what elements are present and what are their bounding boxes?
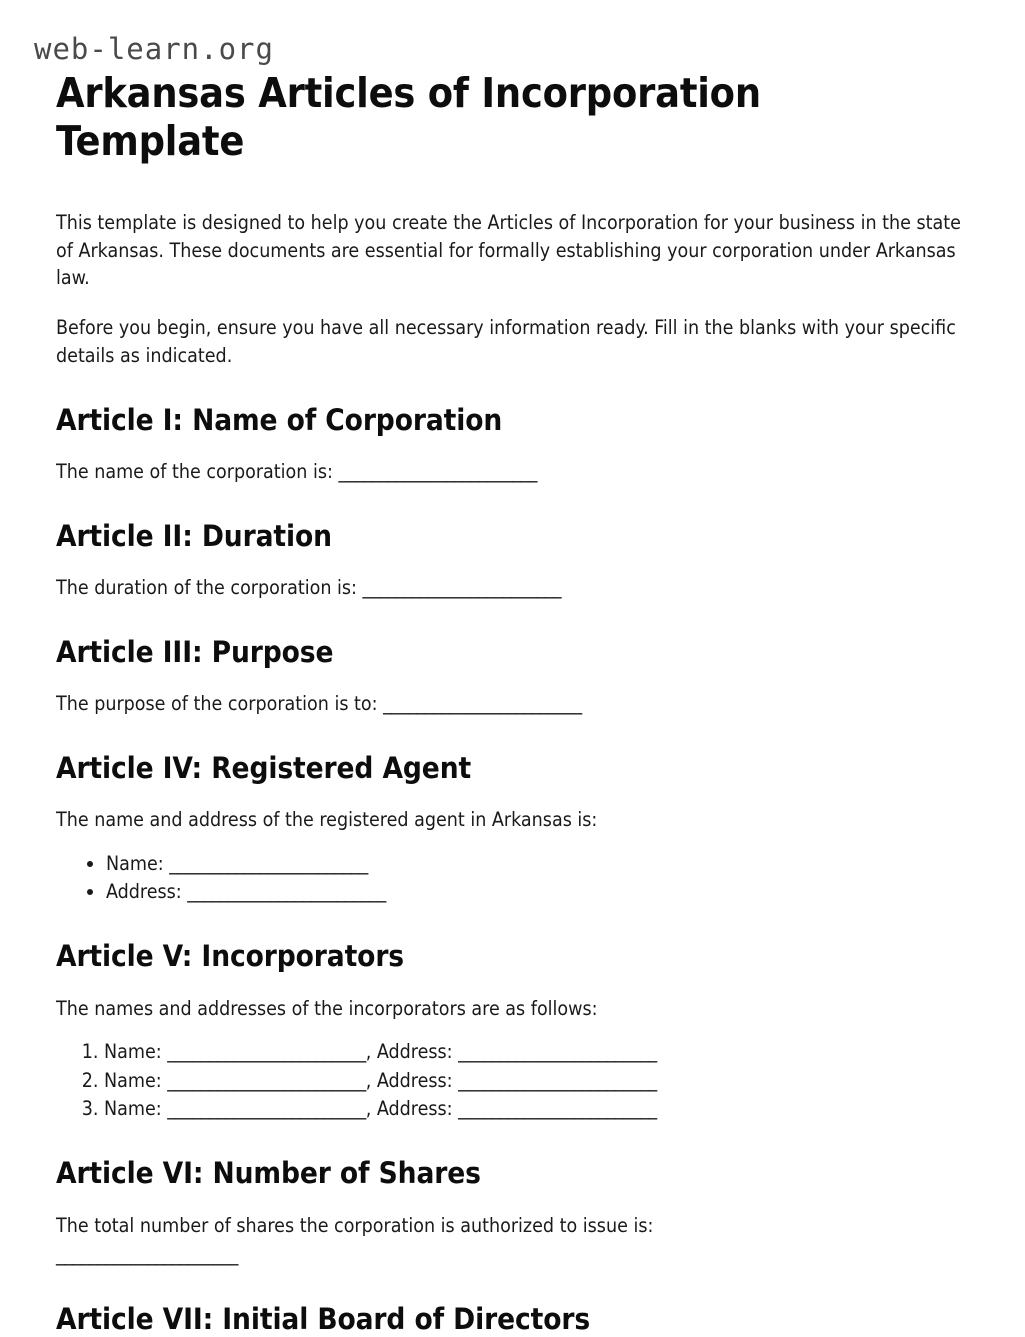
page-title: Arkansas Articles of Incorporation Template: [56, 69, 761, 165]
article-section-ii: [56, 519, 976, 602]
article-vi-blank[interactable]: ______________________: [56, 1243, 238, 1267]
incorporator-address-label: , Address:: [365, 1040, 453, 1064]
intro-paragraph-2: Before you begin, ensure you have all necessary information ready. Fill in the blanks with your specific details as indicated.: [56, 316, 956, 367]
article-heading-iv: Article IV: Registered Agent: [56, 750, 472, 785]
agent-name-blank[interactable]: ________________________: [169, 851, 368, 875]
list-item: [104, 1067, 976, 1095]
intro-block: [56, 209, 976, 369]
incorporator-name-label: Name:: [104, 1096, 162, 1120]
article-section-vii: [56, 1302, 976, 1337]
article-section-v: [56, 939, 976, 1123]
article-v-lead: The names and addresses of the incorporators are as follows:: [56, 996, 598, 1020]
list-item: [106, 878, 976, 906]
article-iii-line: [56, 690, 976, 718]
incorporator-name-blank[interactable]: ________________________: [167, 1096, 366, 1120]
article-section-iv: [56, 751, 976, 907]
article-section-vi: [56, 1156, 976, 1269]
article-iii-label: The purpose of the corporation is to:: [56, 692, 378, 716]
incorporator-address-blank[interactable]: ________________________: [458, 1068, 657, 1092]
article-heading-ii: Article II: Duration: [56, 518, 332, 553]
intro-paragraph-1: This template is designed to help you create the Articles of Incorporation for your business in the state of Arkansas. These documents are essential for formally establishing your corporation under Arkansas law.: [56, 211, 961, 290]
article-heading-v: Article V: Incorporators: [56, 939, 405, 974]
incorporator-name-label: Name:: [104, 1040, 162, 1064]
site-logo: web-learn.org: [34, 32, 274, 66]
incorporator-address-label: , Address:: [365, 1096, 453, 1120]
list-item: [104, 1038, 976, 1066]
agent-address-blank[interactable]: ________________________: [187, 880, 386, 904]
article-heading-i: Article I: Name of Corporation: [56, 402, 503, 437]
article-i-blank[interactable]: ________________________: [338, 459, 537, 483]
article-section-i: [56, 403, 976, 486]
incorporator-name-label: Name:: [104, 1068, 162, 1092]
article-heading-iii: Article III: Purpose: [56, 634, 334, 669]
article-ii-line: [56, 574, 976, 602]
document-content: [56, 70, 976, 1337]
article-iv-lead: The name and address of the registered agent in Arkansas is:: [56, 808, 598, 832]
incorporator-address-blank[interactable]: ________________________: [458, 1096, 657, 1120]
article-section-iii: [56, 635, 976, 718]
incorporator-name-blank[interactable]: ________________________: [167, 1068, 366, 1092]
list-item: [104, 1095, 976, 1123]
incorporator-address-blank[interactable]: ________________________: [458, 1040, 657, 1064]
incorporator-address-label: , Address:: [365, 1068, 453, 1092]
incorporator-list: [56, 1038, 976, 1123]
article-ii-label: The duration of the corporation is:: [56, 576, 357, 599]
article-ii-blank[interactable]: ________________________: [362, 576, 561, 599]
article-heading-vii: Article VII: Initial Board of Directors: [56, 1302, 591, 1337]
article-i-label: The name of the corporation is:: [56, 459, 333, 483]
list-item: [106, 850, 976, 878]
article-i-line: [56, 458, 976, 486]
article-heading-vi: Article VI: Number of Shares: [56, 1156, 481, 1191]
article-iii-blank[interactable]: ________________________: [383, 692, 582, 716]
agent-name-label: Name:: [106, 851, 164, 875]
article-vi-label: The total number of shares the corporation is authorized to issue is:: [56, 1213, 654, 1237]
incorporator-name-blank[interactable]: ________________________: [167, 1040, 366, 1064]
agent-address-label: Address:: [106, 880, 182, 904]
registered-agent-list: [56, 850, 976, 907]
article-vi-line: [56, 1212, 976, 1269]
